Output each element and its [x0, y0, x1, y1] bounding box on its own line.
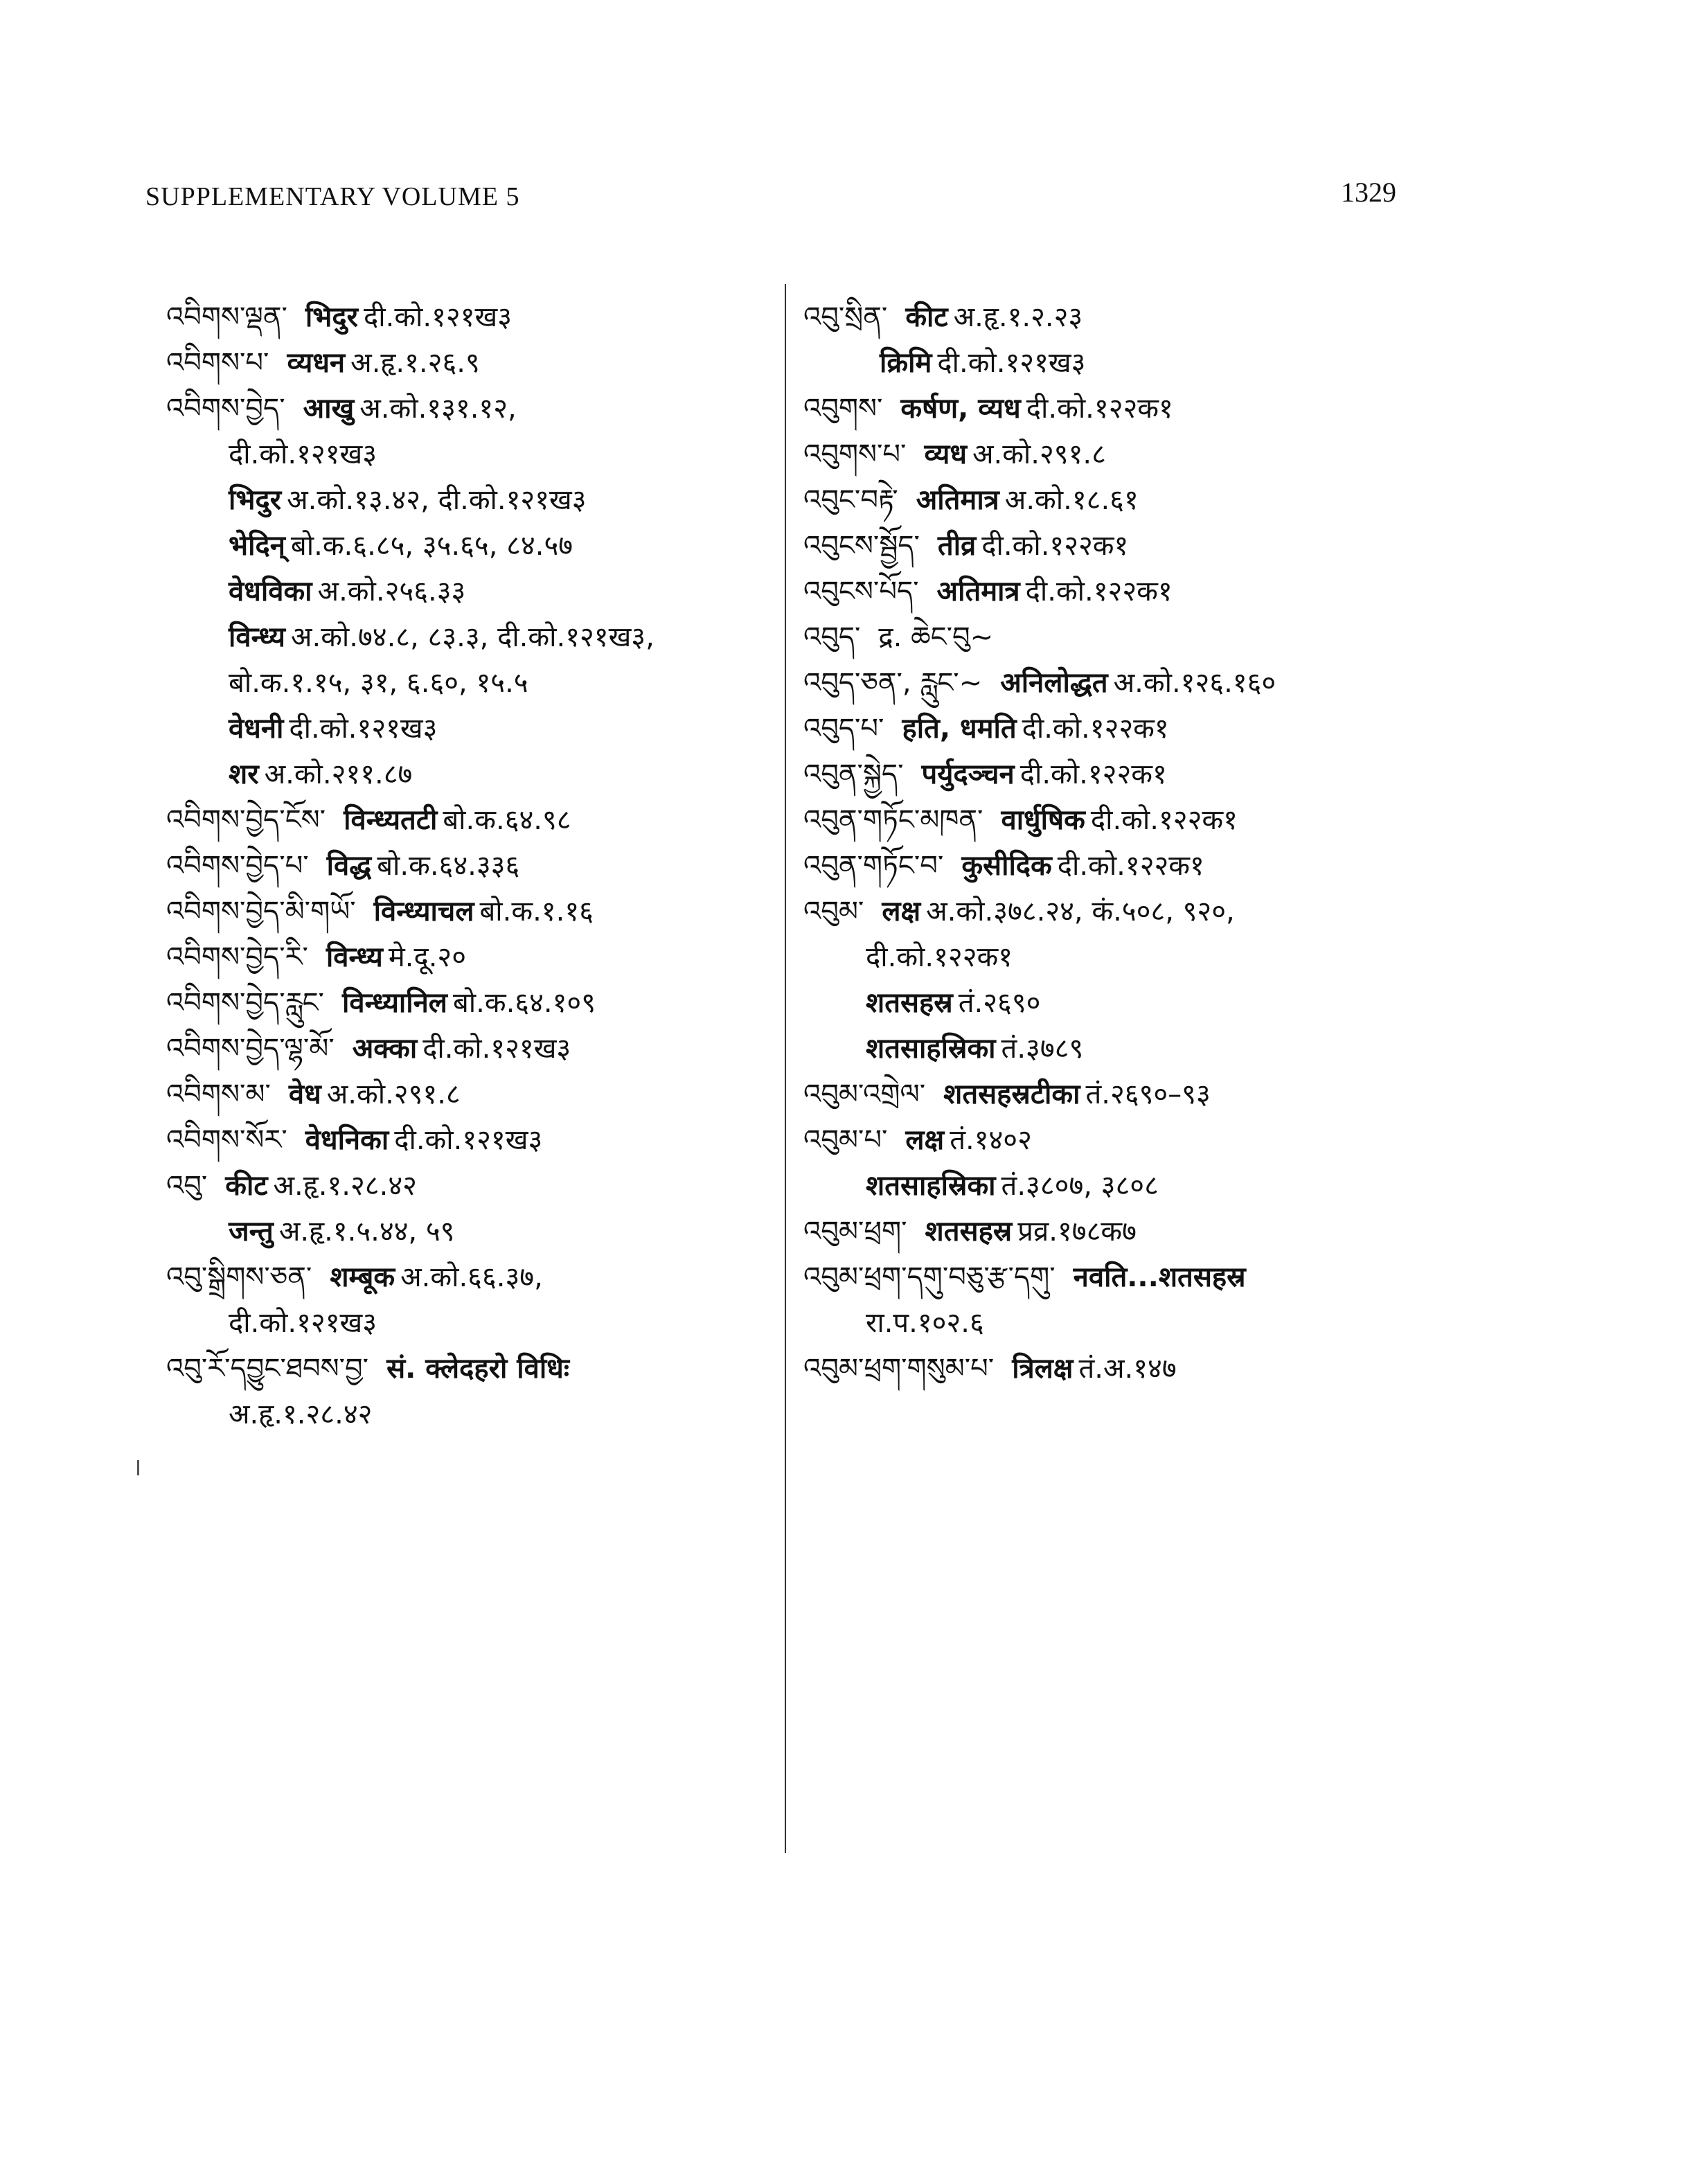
- dictionary-entry-line: [803, 1300, 1427, 1346]
- sanskrit-equivalent: क्रिमि: [880, 347, 932, 379]
- dictionary-entry-line: [166, 889, 769, 934]
- dictionary-entry-line: [803, 1346, 1427, 1392]
- tibetan-headword: འབིགས་བྱེད་ངོས་: [166, 804, 326, 836]
- sanskrit-equivalent: कुसीदिक: [961, 850, 1052, 882]
- dictionary-entry-line: [803, 1026, 1427, 1072]
- dictionary-entry-line: [166, 843, 769, 889]
- source-reference: अ.को.२९१.८: [326, 1078, 461, 1110]
- tibetan-headword: འབུད་: [803, 621, 861, 653]
- source-reference: अ.को.३७८.२४, कं.५०८, ९२०,: [926, 896, 1235, 927]
- dictionary-entry-line: [803, 1117, 1427, 1163]
- source-reference: तं.३८०७, ३८०८: [1001, 1170, 1159, 1202]
- source-reference: दी.को.१२१ख३: [364, 301, 513, 333]
- tibetan-headword: འབུངས་པོད་: [803, 576, 919, 607]
- tibetan-headword: འབུམ་ཕྲག་གསུམ་པ་: [803, 1353, 995, 1385]
- tibetan-headword: འབུད་ཅན་, རླུང་~: [803, 667, 983, 699]
- dictionary-entry-line: [166, 1300, 769, 1346]
- sanskrit-equivalent: शतसहस्र: [866, 987, 953, 1019]
- source-reference: अ.को.२९१.८: [972, 438, 1106, 470]
- source-reference: अ.को.७४.८, ८३.३, दी.को.१२१ख३,: [290, 621, 654, 653]
- source-reference: तं.२६९०–९३: [1085, 1078, 1211, 1110]
- dictionary-entry-line: [166, 294, 769, 340]
- sanskrit-equivalent: वार्धुषिक: [1001, 804, 1085, 836]
- source-reference: तं.२६९०: [958, 987, 1041, 1019]
- source-reference: तं.१४०२: [950, 1124, 1032, 1156]
- tibetan-headword: འབིགས་ལྡན་: [166, 301, 287, 333]
- tibetan-headword: འབུང་བརྟེ་: [803, 484, 898, 516]
- source-reference: दी.को.१२२क१: [1025, 576, 1173, 607]
- sanskrit-equivalent: शतसहस्रटीका: [943, 1078, 1080, 1110]
- column-divider: [785, 284, 786, 1853]
- tibetan-headword: འབུམ་ཕྲག་དགུ་བཅུ་རྩ་དགུ་: [803, 1261, 1056, 1293]
- source-reference: बो.क.१.१६: [479, 896, 594, 927]
- dictionary-entry-line: [166, 1254, 769, 1300]
- sanskrit-equivalent: वेध: [288, 1078, 321, 1110]
- tibetan-headword: འབུམ་: [803, 896, 864, 927]
- tibetan-headword: འབུ་སྒྲིགས་ཅན་: [166, 1261, 312, 1293]
- source-reference: मे.दू.२०: [388, 941, 467, 973]
- left-column: [166, 294, 769, 1437]
- sanskrit-equivalent: भेदिन्: [229, 530, 285, 562]
- dictionary-entry-line: [166, 1072, 769, 1117]
- dictionary-entry-line: [166, 432, 769, 477]
- sanskrit-equivalent: त्रिलक्ष: [1012, 1353, 1074, 1385]
- dictionary-entry-line: [166, 1209, 769, 1254]
- tibetan-headword: འབུད་པ་: [803, 713, 884, 745]
- source-reference: अ.को.१३१.१२,: [359, 393, 517, 425]
- dictionary-entry-line: [803, 340, 1427, 386]
- dictionary-entry-line: [166, 523, 769, 569]
- source-reference: अ.को.१८.६१: [1004, 484, 1139, 516]
- sanskrit-equivalent: हति, धमति: [902, 713, 1017, 745]
- sanskrit-equivalent: लक्ष: [905, 1124, 945, 1156]
- dictionary-entry-line: [166, 569, 769, 614]
- dictionary-entry-line: [166, 614, 769, 660]
- sanskrit-equivalent: वेधविका: [229, 576, 312, 607]
- stray-mark: [137, 1460, 139, 1475]
- tibetan-headword: འབུ་རོ་དབྱུང་ཐབས་བྱ་: [166, 1353, 369, 1385]
- dictionary-entry-line: [803, 660, 1427, 706]
- sanskrit-equivalent: सं. क्लेदहरो विधिः: [386, 1353, 569, 1385]
- dictionary-entry-line: [803, 1163, 1427, 1209]
- source-reference: दी.को.१२१ख३: [289, 713, 438, 745]
- sanskrit-equivalent: नवति...शतसहस्र: [1073, 1261, 1246, 1293]
- sanskrit-equivalent: विन्ध्य: [326, 941, 383, 973]
- tibetan-headword: འབུམ་ཕྲག་: [803, 1216, 907, 1248]
- dictionary-entry-line: [803, 477, 1427, 523]
- dictionary-entry-line: [166, 797, 769, 843]
- source-reference: दी.को.१२१ख३: [422, 1033, 571, 1065]
- source-reference: दी.को.१२२क१: [1057, 850, 1204, 882]
- sanskrit-equivalent: शतसाहस्रिका: [866, 1170, 996, 1202]
- dictionary-entry-line: [803, 889, 1427, 934]
- source-reference: दी.को.१२२क१: [1019, 758, 1167, 790]
- sanskrit-equivalent: पर्युदञ्चन: [921, 758, 1015, 790]
- right-column: [803, 294, 1427, 1392]
- dictionary-entry-line: [803, 432, 1427, 477]
- dictionary-entry-line: [803, 1072, 1427, 1117]
- dictionary-entry-line: [803, 294, 1427, 340]
- tibetan-headword: འབུངས་སྦྱོད་: [803, 530, 920, 562]
- sanskrit-equivalent: अनिलोद्धत: [1000, 667, 1108, 699]
- dictionary-entry-line: [803, 386, 1427, 432]
- source-reference: बो.क.६.८५, ३५.६५, ८४.५७: [290, 530, 573, 562]
- source-reference: अ.हृ.१.२८.४२: [273, 1170, 417, 1202]
- source-reference: अ.को.१३.४२, दी.को.१२१ख३: [287, 484, 587, 516]
- dictionary-entry-line: [803, 1254, 1427, 1300]
- tibetan-headword: འབིགས་བྱེད་མི་གཡོ་: [166, 896, 356, 927]
- source-reference: अ.को.२११.८७: [264, 758, 413, 790]
- tibetan-headword: འབུམ་པ་: [803, 1124, 888, 1156]
- source-reference: अ.को.६६.३७,: [400, 1261, 543, 1293]
- source-reference: दी.को.१२२क१: [1026, 393, 1173, 425]
- running-title: SUPPLEMENTARY VOLUME 5: [145, 182, 520, 211]
- sanskrit-equivalent: भिदुर: [305, 301, 359, 333]
- dictionary-entry-line: [166, 1392, 769, 1437]
- sanskrit-equivalent: अतिमात्र: [916, 484, 999, 516]
- running-head: [145, 177, 1396, 216]
- sanskrit-equivalent: वेधनी: [229, 713, 284, 745]
- sanskrit-equivalent: विन्ध्याचल: [373, 896, 474, 927]
- sanskrit-equivalent: कीट: [225, 1170, 268, 1202]
- dictionary-entry-line: [166, 1026, 769, 1072]
- tibetan-headword: འབིགས་བྱེད་རི་: [166, 941, 308, 973]
- dictionary-entry-line: [166, 340, 769, 386]
- source-reference: रा.प.१०२.६: [866, 1307, 984, 1339]
- dictionary-entry-line: [166, 660, 769, 706]
- sanskrit-equivalent: लक्ष: [882, 896, 921, 927]
- sanskrit-equivalent: कीट: [905, 301, 948, 333]
- sanskrit-equivalent: आखु: [303, 393, 355, 425]
- sanskrit-equivalent: व्यध: [924, 438, 967, 470]
- tibetan-headword: འབུན་སྐྱེད་: [803, 758, 904, 790]
- tibetan-headword: འབིགས་བྱེད་ལྷ་མོ་: [166, 1033, 335, 1065]
- source-reference: तं.अ.१४७: [1078, 1353, 1177, 1385]
- tibetan-headword: འབུན་གཏོང་མཁན་: [803, 804, 983, 836]
- dictionary-entry-line: [803, 934, 1427, 980]
- dictionary-entry-line: [803, 706, 1427, 752]
- source-reference: बो.क.६४.९८: [443, 804, 571, 836]
- dictionary-entry-line: [166, 1117, 769, 1163]
- source-reference: दी.को.१२२क१: [1022, 713, 1169, 745]
- sanskrit-equivalent: कर्षण, व्यध: [900, 393, 1021, 425]
- dictionary-entry-line: [166, 1346, 769, 1392]
- sanskrit-equivalent: विन्ध्यतटी: [344, 804, 438, 836]
- sanskrit-equivalent: अतिमात्र: [936, 576, 1020, 607]
- dictionary-entry-line: [166, 934, 769, 980]
- sanskrit-equivalent: विन्ध्यानिल: [341, 987, 447, 1019]
- tibetan-headword: འབིགས་བྱེད་རླུང་: [166, 987, 324, 1019]
- tibetan-headword: འབིགས་པ་: [166, 347, 269, 379]
- dictionary-entry-line: [803, 797, 1427, 843]
- source-reference: दी.को.१२२क१: [866, 941, 1013, 973]
- tibetan-headword: འབུན་གཏོང་བ་: [803, 850, 944, 882]
- dictionary-entry-line: [803, 980, 1427, 1026]
- sanskrit-equivalent: शतसाहस्रिका: [866, 1033, 996, 1065]
- dictionary-entry-line: [166, 1163, 769, 1209]
- tibetan-headword: འབིགས་མ་: [166, 1078, 271, 1110]
- sanskrit-equivalent: शम्बूक: [330, 1261, 395, 1293]
- source-reference: अ.को.२५६.३३: [317, 576, 466, 607]
- dictionary-entry-line: [803, 843, 1427, 889]
- source-reference: दी.को.१२१ख३: [229, 438, 377, 470]
- source-reference: बो.क.६४.१०९: [452, 987, 596, 1019]
- source-reference: अ.हृ.१.५.४४, ५९: [278, 1216, 455, 1248]
- tibetan-headword: འབུམ་འགྲེལ་: [803, 1078, 926, 1110]
- dictionary-entry-line: [803, 523, 1427, 569]
- source-reference: द्र. ཆེང་བུ~: [878, 621, 994, 653]
- source-reference: प्रव्र.१७८क७: [1017, 1216, 1137, 1248]
- tibetan-headword: འབིགས་བྱེད་: [166, 393, 285, 425]
- source-reference: बो.क.६४.३३६: [377, 850, 520, 882]
- source-reference: अ.हृ.१.२६.९: [350, 347, 480, 379]
- source-reference: दी.को.१२२क१: [981, 530, 1129, 562]
- sanskrit-equivalent: व्यधन: [287, 347, 346, 379]
- sanskrit-equivalent: जन्तु: [229, 1216, 274, 1248]
- tibetan-headword: འབུགས་པ་: [803, 438, 907, 470]
- source-reference: बो.क.१.१५, ३१, ६.६०, १५.५: [229, 667, 528, 699]
- source-reference: दी.को.१२२क१: [1090, 804, 1238, 836]
- tibetan-headword: འབིགས་སོར་: [166, 1124, 287, 1156]
- sanskrit-equivalent: अक्का: [352, 1033, 418, 1065]
- dictionary-entry-line: [166, 386, 769, 432]
- sanskrit-equivalent: शर: [229, 758, 259, 790]
- dictionary-entry-line: [166, 706, 769, 752]
- tibetan-headword: འབིགས་བྱེད་པ་: [166, 850, 309, 882]
- page-number: 1329: [1341, 177, 1396, 208]
- source-reference: अ.को.१२६.१६०: [1113, 667, 1276, 699]
- dictionary-entry-line: [166, 980, 769, 1026]
- source-reference: दी.को.१२१ख३: [394, 1124, 543, 1156]
- sanskrit-equivalent: वेधनिका: [305, 1124, 389, 1156]
- sanskrit-equivalent: तीव्र: [937, 530, 977, 562]
- sanskrit-equivalent: शतसहस्र: [925, 1216, 1013, 1248]
- source-reference: दी.को.१२१ख३: [229, 1307, 377, 1339]
- dictionary-entry-line: [166, 477, 769, 523]
- source-reference: दी.को.१२१ख३: [937, 347, 1086, 379]
- dictionary-entry-line: [803, 1209, 1427, 1254]
- sanskrit-equivalent: भिदुर: [229, 484, 282, 516]
- dictionary-entry-line: [803, 752, 1427, 797]
- source-reference: तं.३७८९: [1001, 1033, 1084, 1065]
- sanskrit-equivalent: विद्ध: [326, 850, 372, 882]
- tibetan-headword: འབུགས་: [803, 393, 883, 425]
- dictionary-entry-line: [803, 614, 1427, 660]
- dictionary-entry-line: [166, 752, 769, 797]
- tibetan-headword: འབུ་སྲིན་: [803, 301, 888, 333]
- dictionary-entry-line: [803, 569, 1427, 614]
- source-reference: अ.हृ.१.२८.४२: [229, 1399, 373, 1430]
- source-reference: अ.हृ.१.२.२३: [953, 301, 1083, 333]
- sanskrit-equivalent: विन्ध्य: [229, 621, 285, 653]
- tibetan-headword: འབུ་: [166, 1170, 208, 1202]
